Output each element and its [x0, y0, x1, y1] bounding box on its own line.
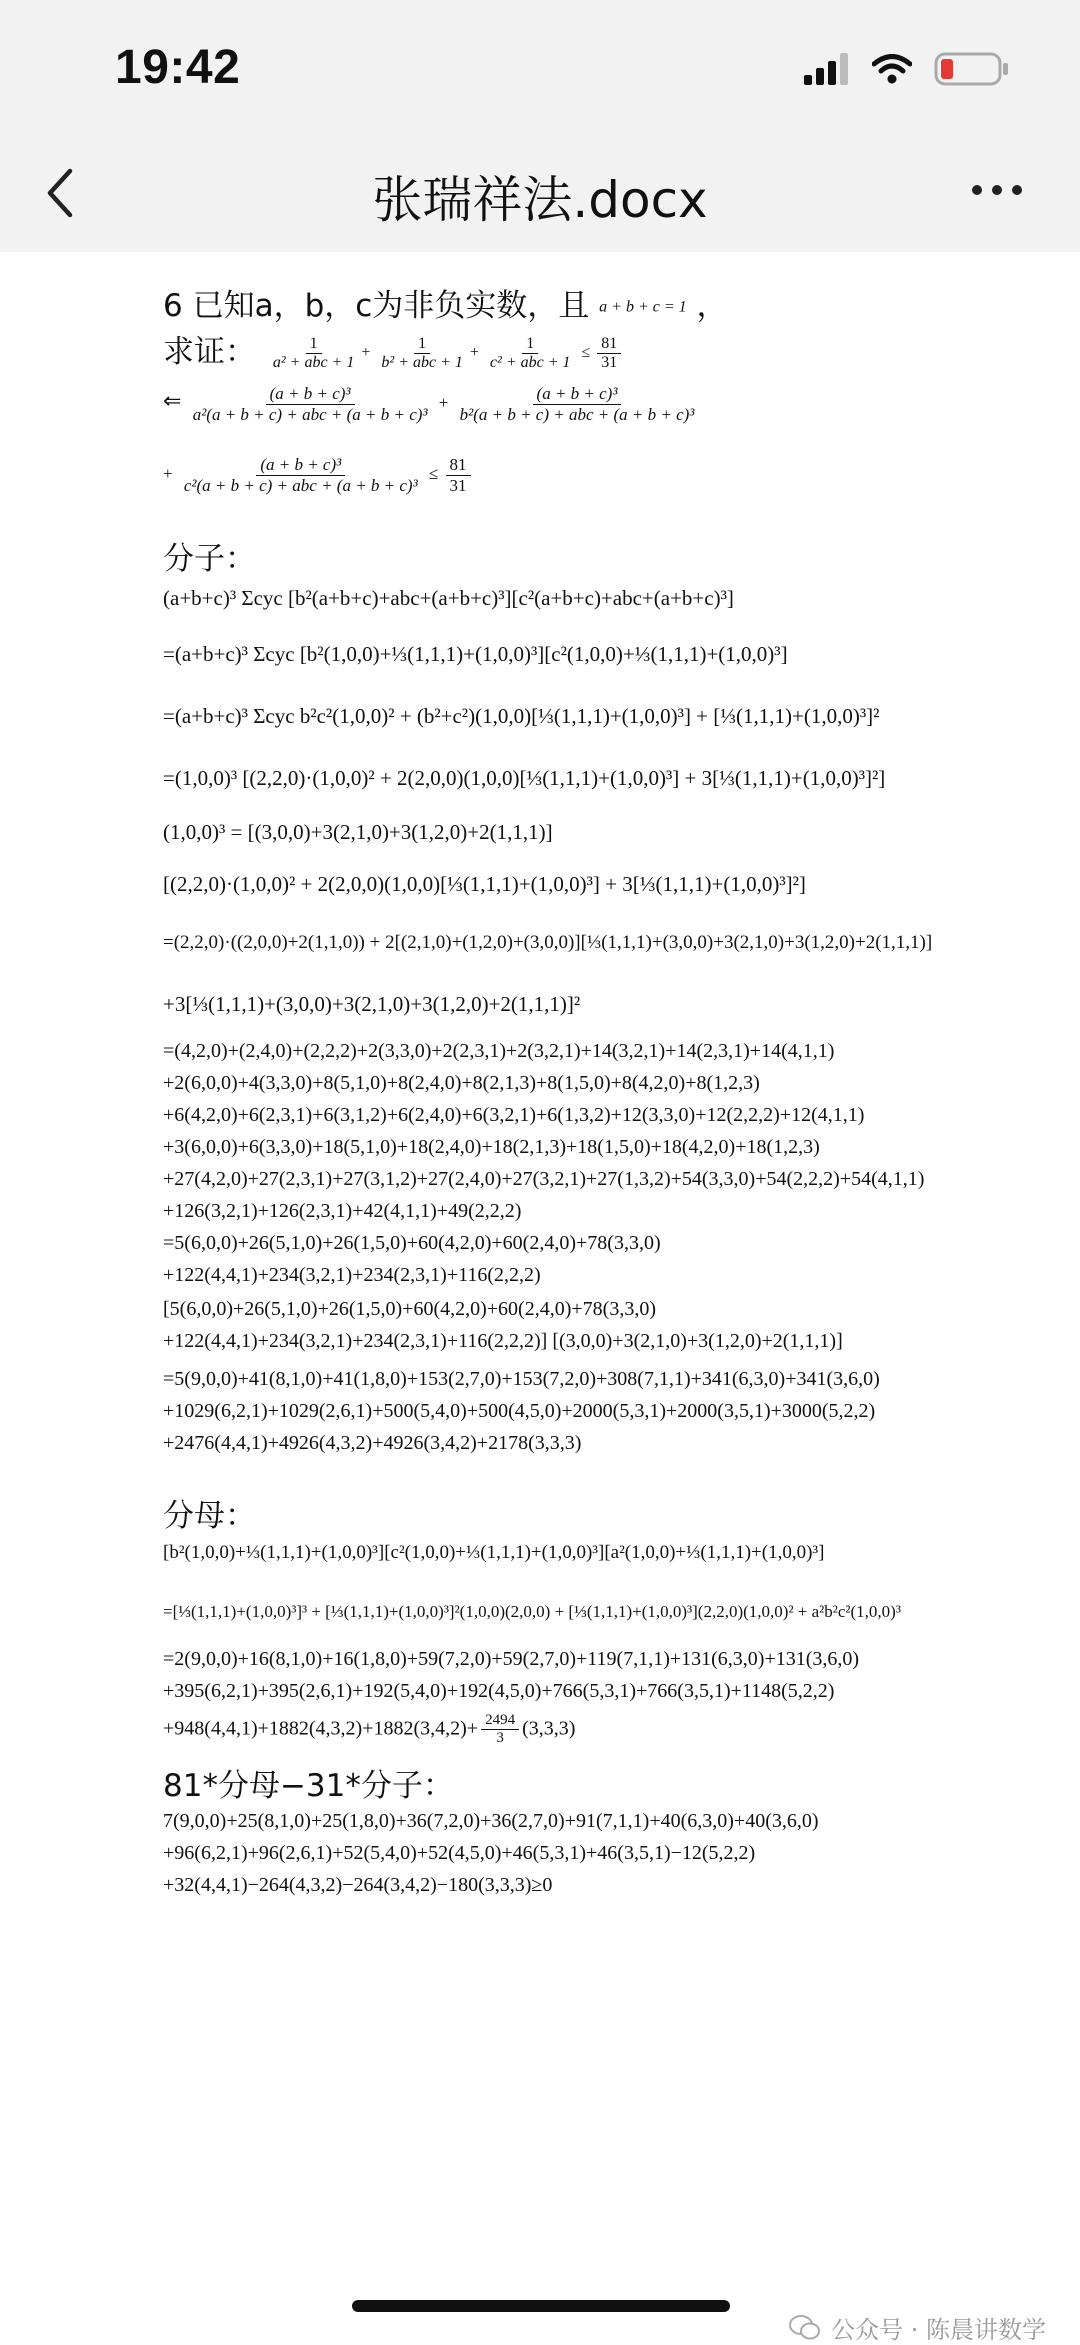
- wifi-icon: [872, 54, 912, 84]
- navigation-bar: [0, 0, 1080, 252]
- problem-heading: [163, 280, 728, 325]
- numerator-line: +3[⅓(1,1,1)+(3,0,0)+3(2,1,0)+3(1,2,0)+2(1,1,1)]²: [163, 992, 581, 1016]
- document-title: 张瑞祥法.docx: [372, 171, 708, 229]
- numerator-line: =(2,2,0)·((2,0,0)+2(1,1,0)) + 2[(2,1,0)+(1,2,0)+(3,0,0)][⅓(1,1,1)+(3,0,0)+3(2,1,0)+3(1,2,0)+2(1,1,1)]: [163, 932, 933, 953]
- inequality: $\frac{1}{\text{a² + abc + 1}}$ + $\frac{1}{\text{b² + abc + 1}}$ + $\frac{1}{\text{c² + abc + 1}}$ ≤ $\frac{81}{31}$: [266, 344, 624, 361]
- more-dot-icon: [1012, 185, 1022, 195]
- denominator-line: =2(9,0,0)+16(8,1,0)+16(1,8,0)+59(7,2,0)+59(2,7,0)+119(7,1,1)+131(6,3,0)+131(3,6,0): [163, 1648, 860, 1670]
- battery-icon: [934, 52, 1010, 86]
- numerator-line: (a+b+c)³ Σcyc [b²(a+b+c)+abc+(a+b+c)³][c²(a+b+c)+abc+(a+b+c)³]: [163, 586, 734, 610]
- numerator-line: =(a+b+c)³ Σcyc [b²(1,0,0)+⅓(1,1,1)+(1,0,0)³][c²(1,0,0)+⅓(1,1,1)+(1,0,0)³]: [163, 642, 788, 666]
- numerator-line: +122(4,4,1)+234(3,2,1)+234(2,3,1)+116(2,2,2): [163, 1264, 541, 1286]
- more-dot-icon: [992, 185, 1002, 195]
- numerator-line: (1,0,0)³ = [(3,0,0)+3(2,1,0)+3(1,2,0)+2(1,1,1)]: [163, 820, 553, 844]
- fraction: $\frac{1}{\text{b² + abc + 1}}$: [381, 334, 463, 371]
- denominator-line: [b²(1,0,0)+⅓(1,1,1)+(1,0,0)³][c²(1,0,0)+⅓(1,1,1)+(1,0,0)³][a²(1,0,0)+⅓(1,1,1)+(1,0,0)³]: [163, 1542, 825, 1563]
- numerator-heading: 分子：: [163, 541, 256, 577]
- fraction: $\frac{\text{(a + b + c)³}}{\text{a²(a + b + c) + abc + (a + b + c)³}}$: [192, 384, 428, 424]
- denominator-line: +395(6,2,1)+395(2,6,1)+192(5,4,0)+192(4,5,0)+766(5,3,1)+766(3,5,1)+1148(5,2,2): [163, 1680, 835, 1702]
- fraction: $\frac{81}{31}$: [446, 455, 471, 495]
- numerator-line: [(2,2,0)·(1,0,0)² + 2(2,0,0)(1,0,0)[⅓(1,1,1)+(1,0,0)³] + 3[⅓(1,1,1)+(1,0,0)³]²]: [163, 872, 806, 896]
- numerator-line: +6(4,2,0)+6(2,3,1)+6(3,1,2)+6(2,4,0)+6(3,2,1)+6(1,3,2)+12(3,3,0)+12(2,2,2)+12(4,1,1): [163, 1104, 865, 1126]
- problem-heading-tail: ，: [696, 288, 728, 324]
- homogenized-line-1: ⇐ $\frac{\text{(a + b + c)³}}{\text{a²(a + b + c) + abc + (a + b + c)³}}$ + $\frac{\text{(a + b + c)³}}{\text{b²(a + b + c) + abc + (a + b + c)³}}$: [163, 384, 701, 424]
- watermark: [789, 2310, 1046, 2345]
- fraction: $\frac{1}{\text{c² + abc + 1}}$: [489, 334, 571, 371]
- homogenized-line-2: + $\frac{\text{(a + b + c)³}}{\text{c²(a + b + c) + abc + (a + b + c)³}}$ ≤ $\frac{81}{31}$: [163, 455, 474, 495]
- wechat-logo-icon: [789, 2314, 821, 2342]
- watermark-text: 公众号 · 陈晨讲数学: [831, 2316, 1046, 2344]
- numerator-line: +3(6,0,0)+6(3,3,0)+18(5,1,0)+18(2,4,0)+18(2,1,3)+18(1,5,0)+18(4,2,0)+18(1,2,3): [163, 1136, 820, 1158]
- fraction: $\frac{2494}{3}$: [481, 1712, 519, 1748]
- problem-condition: a + b + c = 1: [599, 298, 687, 316]
- numerator-line: =5(9,0,0)+41(8,1,0)+41(1,8,0)+153(2,7,0)+153(7,2,0)+308(7,1,1)+341(6,3,0)+341(3,6,0): [163, 1368, 880, 1390]
- numerator-line: [5(6,0,0)+26(5,1,0)+26(1,5,0)+60(4,2,0)+60(2,4,0)+78(3,3,0): [163, 1298, 656, 1320]
- denominator-line: +948(4,4,1)+1882(4,3,2)+1882(3,4,2)+ $\frac{2494}{3}$ (3,3,3): [163, 1712, 576, 1747]
- denominator-line: =[⅓(1,1,1)+(1,0,0)³]³ + [⅓(1,1,1)+(1,0,0)³]²(1,0,0)(2,0,0) + [⅓(1,1,1)+(1,0,0)³](2,2,0)(1,0,0)² + a²b²c²(1,0,0)³: [163, 1602, 901, 1621]
- result-line: +32(4,4,1)−264(4,3,2)−264(3,4,2)−180(3,3,3)≥0: [163, 1874, 553, 1896]
- result-line: +96(6,2,1)+96(2,6,1)+52(5,4,0)+52(4,5,0)+46(5,3,1)+46(3,5,1)−12(5,2,2): [163, 1842, 756, 1864]
- numerator-line: +2476(4,4,1)+4926(4,3,2)+4926(3,4,2)+2178(3,3,3): [163, 1432, 582, 1454]
- prove-label: 求证：: [163, 334, 256, 370]
- home-indicator[interactable]: [352, 2300, 730, 2312]
- numerator-line: +122(4,4,1)+234(3,2,1)+234(2,3,1)+116(2,2,2)] [(3,0,0)+3(2,1,0)+3(1,2,0)+2(1,1,1)]: [163, 1330, 843, 1352]
- denominator-heading: 分母：: [163, 1498, 256, 1534]
- numerator-line: +126(3,2,1)+126(2,3,1)+42(4,1,1)+49(2,2,2): [163, 1200, 522, 1222]
- fraction: $\frac{81}{31}$: [597, 335, 621, 373]
- status-icons: [804, 52, 1010, 86]
- problem-heading-text: 6 已知a，b，c为非负实数，且: [163, 288, 590, 324]
- fraction: $\frac{\text{(a + b + c)³}}{\text{b²(a + b + c) + abc + (a + b + c)³}}$: [459, 384, 695, 424]
- status-time: 19:42: [115, 41, 241, 94]
- numerator-line: +1029(6,2,1)+1029(2,6,1)+500(5,4,0)+500(4,5,0)+2000(5,3,1)+2000(3,5,1)+3000(5,2,2): [163, 1400, 876, 1422]
- prove-line: [163, 326, 624, 372]
- numerator-line: =(4,2,0)+(2,4,0)+(2,2,2)+2(3,3,0)+2(2,3,1)+2(3,2,1)+14(3,2,1)+14(2,3,1)+14(4,1,1): [163, 1040, 835, 1062]
- numerator-line: +2(6,0,0)+4(3,3,0)+8(5,1,0)+8(2,4,0)+8(2,1,3)+8(1,5,0)+8(4,2,0)+8(1,2,3): [163, 1072, 760, 1094]
- result-line: 7(9,0,0)+25(8,1,0)+25(1,8,0)+36(7,2,0)+36(2,7,0)+91(7,1,1)+40(6,3,0)+40(3,6,0): [163, 1810, 819, 1832]
- fraction: $\frac{\text{(a + b + c)³}}{\text{c²(a + b + c) + abc + (a + b + c)³}}$: [183, 455, 418, 495]
- fraction: $\frac{1}{\text{a² + abc + 1}}$: [272, 334, 355, 371]
- numerator-line: =(a+b+c)³ Σcyc b²c²(1,0,0)² + (b²+c²)(1,0,0)[⅓(1,1,1)+(1,0,0)³] + [⅓(1,1,1)+(1,0,0)³]²: [163, 704, 880, 728]
- cellular-signal-icon: [804, 53, 850, 85]
- numerator-line: +27(4,2,0)+27(2,3,1)+27(3,1,2)+27(2,4,0)+27(3,2,1)+27(1,3,2)+54(3,3,0)+54(2,2,2)+54(4,1,1): [163, 1168, 925, 1190]
- more-dot-icon: [972, 185, 982, 195]
- numerator-line: =(1,0,0)³ [(2,2,0)·(1,0,0)² + 2(2,0,0)(1,0,0)[⅓(1,1,1)+(1,0,0)³] + 3[⅓(1,1,1)+(1,0,0)³]²]: [163, 766, 886, 790]
- more-options-button[interactable]: [972, 185, 1022, 195]
- result-heading: 81*分母−31*分子：: [163, 1768, 454, 1804]
- numerator-line: =5(6,0,0)+26(5,1,0)+26(1,5,0)+60(4,2,0)+60(2,4,0)+78(3,3,0): [163, 1232, 661, 1254]
